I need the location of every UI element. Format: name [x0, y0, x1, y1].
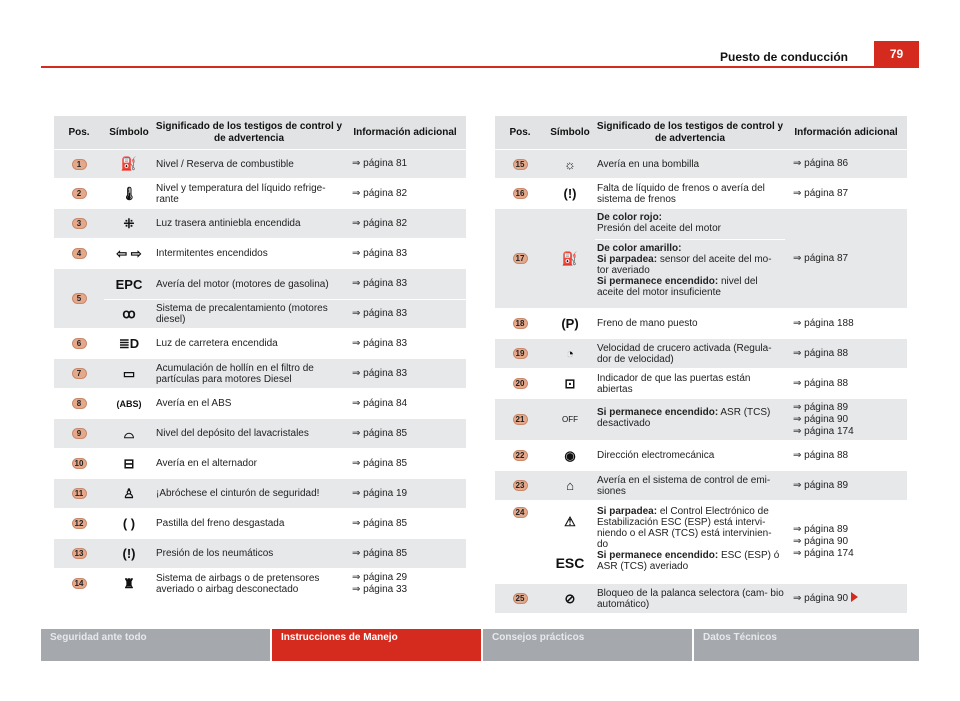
table-row — [54, 268, 466, 328]
position-number: 2 — [72, 188, 87, 199]
row-description: Nivel y temperatura del líquido refrige- rante — [156, 182, 326, 205]
position-number: 7 — [72, 368, 87, 379]
page-reference: ⇒ página 88 — [793, 449, 849, 461]
row-description: Acumulación de hollín en el filtro de partículas para motores Diesel — [156, 362, 314, 385]
table-row — [54, 448, 466, 478]
table-row — [495, 338, 907, 368]
washer-fluid-icon: ⌓ — [123, 425, 135, 441]
table-row — [54, 208, 466, 238]
position-number: 10 — [72, 458, 87, 469]
table-row — [495, 440, 907, 470]
position-number: 15 — [513, 159, 528, 170]
position-number: 3 — [72, 218, 87, 229]
table-row — [495, 398, 907, 440]
page-reference: ⇒ página 85 — [352, 547, 408, 559]
page-reference: ⇒ página 33 — [352, 583, 408, 595]
position-number: 18 — [513, 318, 528, 329]
page-reference: ⇒ página 83 — [352, 367, 408, 379]
row-description: Luz de carretera encendida — [156, 338, 278, 349]
position-number: 23 — [513, 480, 528, 491]
page-reference: ⇒ página 82 — [352, 187, 408, 199]
position-number: 24 — [513, 507, 528, 518]
row-description: Falta de líquido de frenos o avería del sistema de frenos — [597, 182, 765, 205]
table-row — [54, 238, 466, 268]
tire-pressure-icon: (!) — [122, 546, 136, 561]
page-reference: ⇒ página 89 — [793, 401, 849, 413]
table-row — [54, 149, 466, 178]
page-reference: ⇒ página 174 — [793, 548, 854, 559]
table-row — [54, 568, 466, 598]
page-section-title: Puesto de conducción — [719, 50, 848, 64]
position-number: 5 — [72, 293, 87, 304]
page-reference: ⇒ página 87 — [793, 187, 849, 199]
airbag-icon: ♜ — [123, 575, 135, 591]
page-reference: ⇒ página 83 — [352, 308, 408, 319]
position-number: 6 — [72, 338, 87, 349]
table-row — [54, 388, 466, 418]
parking-brake-icon: (P) — [561, 316, 579, 331]
table-row — [495, 583, 907, 613]
continue-arrow-icon — [851, 592, 858, 602]
epc-icon: EPC — [115, 276, 143, 292]
page-reference: ⇒ página 84 — [352, 397, 408, 409]
table-row — [495, 149, 907, 178]
position-number: 4 — [72, 248, 87, 259]
page-reference: ⇒ página 82 — [352, 217, 408, 229]
footer-tab-technical-data[interactable]: Datos Técnicos — [703, 632, 777, 643]
table-row — [495, 308, 907, 338]
row-description: Si parpadea: el Control Electrónico de Estabilización ESC (ESP) está intervi- niendo o el ASR (TCS) está intervinien- do Si permanece encendido: ESC (ESP) ó ASR (TCS) averiado — [597, 506, 780, 572]
brake-system-icon: (!) — [563, 186, 577, 201]
row-description: Sistema de precalentamiento (motores diesel) — [156, 303, 328, 325]
high-beam-icon: ≣D — [118, 335, 140, 351]
row-description: Avería en el alternador — [156, 458, 257, 469]
table-row — [495, 178, 907, 208]
traction-control-off-icon: OFF — [562, 415, 578, 424]
battery-icon: ⊟ — [123, 455, 135, 471]
row-description: Dirección electromecánica — [597, 450, 715, 461]
header-info: Información adicional — [794, 126, 898, 138]
row-description: Avería del motor (motores de gasolina) — [156, 278, 329, 290]
page-reference: ⇒ página 83 — [352, 278, 408, 289]
rear-fog-light-icon: ⁜ — [123, 215, 135, 231]
page-reference: ⇒ página 90 — [793, 592, 849, 604]
row-description: Intermitentes encendidos — [156, 248, 268, 259]
header-pos: Pos. — [509, 126, 531, 138]
header-meaning: Significado de los testigos de control y de advertencia — [155, 120, 343, 144]
cruise-control-icon: ◔ — [566, 346, 574, 361]
position-number: 8 — [72, 398, 87, 409]
header-symbol: Símbolo — [109, 126, 149, 138]
table-row — [495, 208, 907, 308]
esc-icon: ESC — [555, 554, 585, 571]
page-reference: ⇒ página 83 — [352, 247, 408, 259]
row-description: Avería en una bombilla — [597, 158, 700, 170]
position-number: 9 — [72, 428, 87, 439]
bulb-failure-icon: ☼ — [564, 156, 576, 172]
steering-icon: ◉ — [564, 447, 576, 463]
table-row — [54, 358, 466, 388]
header-symbol: Símbolo — [550, 126, 590, 138]
coolant-temperature-icon: 🌡 — [120, 185, 138, 201]
row-description-red: De color rojo: Presión del aceite del motor — [597, 212, 721, 234]
page-reference: ⇒ página 29 — [352, 571, 408, 583]
row-description: Avería en el ABS — [156, 398, 232, 409]
page-reference: ⇒ página 87 — [793, 252, 849, 264]
table-row — [54, 418, 466, 448]
row-description: Bloqueo de la palanca selectora (cam- bio automático) — [597, 587, 784, 610]
header-pos: Pos. — [68, 126, 90, 138]
row-description: ¡Abróchese el cinturón de seguridad! — [156, 488, 320, 499]
page-reference: ⇒ página 83 — [352, 337, 408, 349]
particulate-filter-icon: ▭ — [122, 365, 136, 381]
oil-pressure-icon: ⛽ — [561, 250, 579, 266]
position-number: 13 — [72, 548, 87, 559]
position-number: 25 — [513, 593, 528, 604]
page-reference: ⇒ página 174 — [793, 425, 854, 437]
page-reference: ⇒ página 90 — [793, 536, 849, 547]
table-row — [54, 508, 466, 538]
page-reference: ⇒ página 85 — [352, 517, 408, 529]
row-description: Nivel / Reserva de combustible — [156, 158, 294, 170]
table-row — [495, 470, 907, 500]
position-number: 12 — [72, 518, 87, 529]
table-header — [495, 116, 907, 149]
page-reference: ⇒ página 85 — [352, 457, 408, 469]
page-reference: ⇒ página 89 — [793, 524, 849, 535]
header-meaning: Significado de los testigos de control y de advertencia — [596, 120, 784, 144]
position-number: 1 — [72, 159, 87, 170]
footer-tab-operating-instructions[interactable]: Instrucciones de Manejo — [272, 629, 483, 661]
row-description: Indicador de que las puertas están abiertas — [597, 372, 751, 395]
row-description: Pastilla del freno desgastada — [156, 518, 285, 529]
page-reference: ⇒ página 88 — [793, 377, 849, 389]
row-description: Presión de los neumáticos — [156, 548, 274, 559]
warning-lights-table-right — [495, 116, 907, 613]
position-number: 16 — [513, 188, 528, 199]
footer-nav — [41, 629, 919, 661]
table-header — [54, 116, 466, 149]
footer-tab-safety[interactable]: Seguridad ante todo — [41, 629, 272, 661]
row-description: Luz trasera antiniebla encendida — [156, 218, 301, 229]
door-open-icon: ⊡ — [564, 375, 576, 391]
row-description: Freno de mano puesto — [597, 318, 698, 329]
glow-plug-icon: ꝏ — [122, 306, 136, 321]
stability-control-icon: ⚠ — [564, 513, 576, 529]
position-number: 20 — [513, 378, 528, 389]
position-number: 11 — [72, 488, 87, 499]
position-number: 22 — [513, 450, 528, 461]
page-reference: ⇒ página 85 — [352, 427, 408, 439]
position-number: 21 — [513, 414, 528, 425]
page-number-badge: 79 — [874, 41, 919, 67]
row-description: Sistema de airbags o de pretensores averiado o airbag desconectado — [156, 572, 320, 595]
page-reference: ⇒ página 89 — [793, 479, 849, 491]
page-reference: ⇒ página 19 — [352, 487, 408, 499]
abs-icon: (ABS) — [116, 398, 142, 409]
position-number: 17 — [513, 253, 528, 264]
row-description: Si permanece encendido: ASR (TCS) desactivado — [597, 407, 771, 429]
table-row — [54, 328, 466, 358]
row-description: Nivel del depósito del lavacristales — [156, 428, 309, 439]
footer-tab-practical-tips[interactable]: Consejos prácticos — [483, 629, 694, 661]
row-description: Avería en el sistema de control de emi- siones — [597, 474, 771, 497]
position-number: 14 — [72, 578, 87, 589]
page-reference: ⇒ página 188 — [793, 317, 854, 329]
position-number: 19 — [513, 348, 528, 359]
brake-pad-icon: ( ) — [122, 516, 136, 531]
seat-belt-icon: ♙ — [123, 485, 135, 501]
table-row — [54, 538, 466, 568]
page-reference: ⇒ página 90 — [793, 413, 849, 425]
page-reference: ⇒ página 81 — [352, 158, 408, 169]
row-description: Velocidad de crucero activada (Regula- dor de velocidad) — [597, 342, 772, 365]
selector-lever-lock-icon: ⊘ — [564, 590, 576, 606]
header-info: Información adicional — [353, 126, 457, 138]
header-rule — [41, 66, 919, 68]
row-description-yellow: De color amarillo: Si parpadea: sensor del aceite del mo- tor averiado Si permanece encendido: nivel del aceite del motor insuficiente — [595, 239, 785, 308]
page-reference: ⇒ página 86 — [793, 158, 849, 169]
table-row — [54, 178, 466, 208]
turn-signal-icon: ⇦ ⇨ — [116, 245, 142, 261]
table-row — [495, 500, 907, 583]
table-row — [495, 368, 907, 398]
fuel-icon: ⛽ — [120, 156, 138, 171]
warning-lights-table-left — [54, 116, 466, 598]
engine-emissions-icon: ⌂ — [566, 478, 574, 493]
page-reference: ⇒ página 88 — [793, 347, 849, 359]
table-row — [54, 478, 466, 508]
